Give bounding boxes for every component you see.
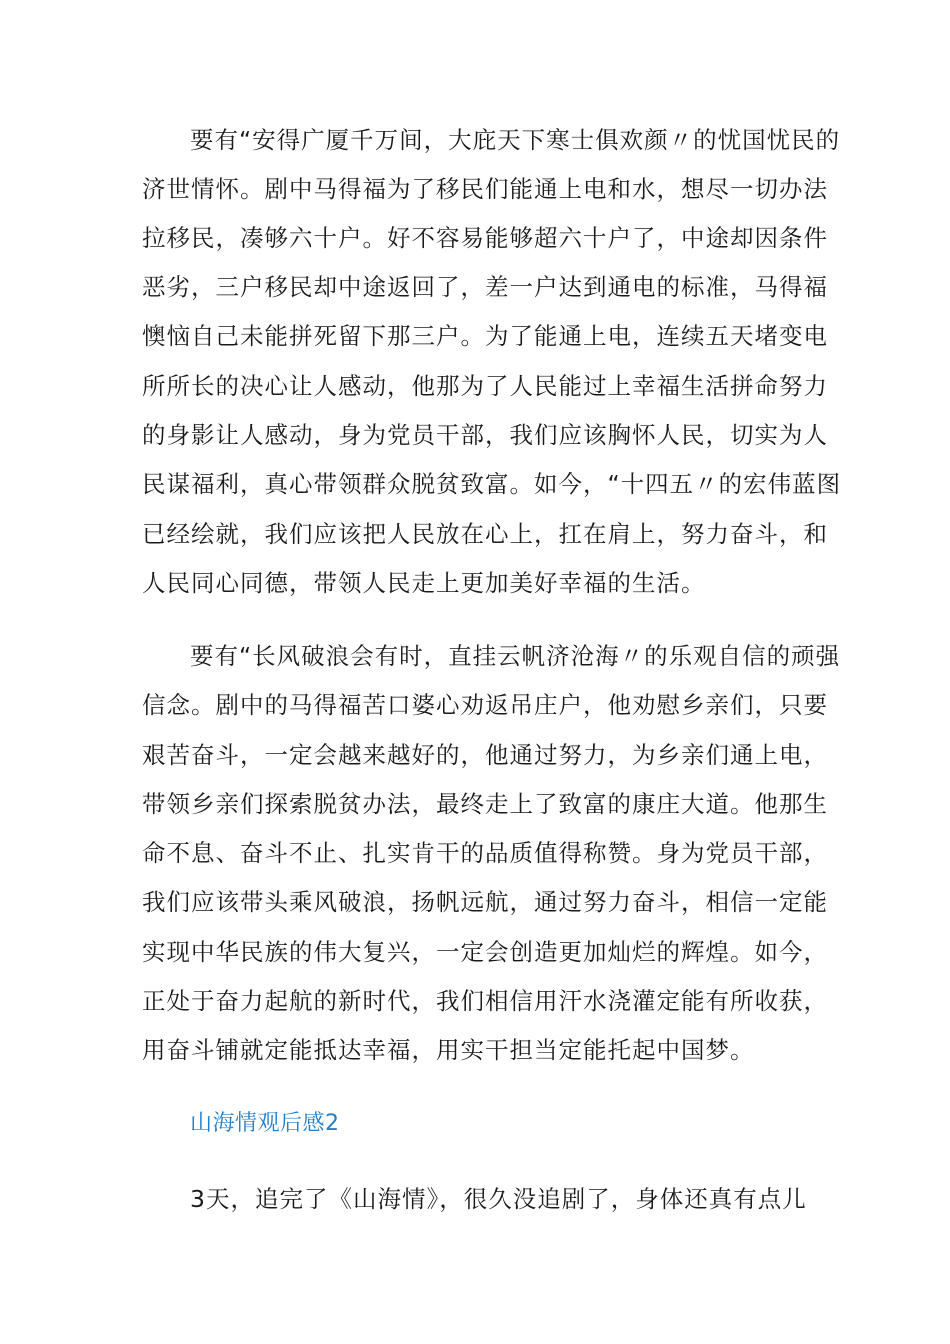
paragraph-1-line: 所所长的决心让人感动，他那为了人民能过上幸福生活拼命努力 bbox=[142, 372, 828, 400]
paragraph-2-line: 用奋斗铺就定能抵达幸福，用实干担当定能托起中国梦。 bbox=[142, 1036, 755, 1064]
paragraph-2-line: 正处于奋力起航的新时代，我们相信用汗水浇灌定能有所收获， bbox=[142, 987, 828, 1015]
paragraph-2-line: 我们应该带头乘风破浪，扬帆远航，通过努力奋斗，相信一定能 bbox=[142, 888, 828, 916]
paragraph-1-line: 懊恼自己未能拼死留下那三户。为了能通上电，连续五天堵变电 bbox=[142, 322, 828, 350]
paragraph-2-line: 命不息、奋斗不止、扎实肯干的品质值得称赞。身为党员干部， bbox=[142, 839, 828, 867]
paragraph-1-line: 的身影让人感动，身为党员干部，我们应该胸怀人民，切实为人 bbox=[142, 421, 828, 449]
paragraph-1-line: 要有“安得广厦千万间，大庇天下寒士俱欢颜〃的忧国忧民的 bbox=[190, 126, 841, 154]
closing-line: 3天，追完了《山海情》，很久没追剧了，身体还真有点儿 bbox=[190, 1185, 807, 1213]
paragraph-1-line: 已经绘就，我们应该把人民放在心上，扛在肩上，努力奋斗，和 bbox=[142, 520, 828, 548]
paragraph-1-line: 人民同心同德，带领人民走上更加美好幸福的生活。 bbox=[142, 569, 706, 597]
paragraph-2-line: 带领乡亲们探索脱贫办法，最终走上了致富的康庄大道。他那生 bbox=[142, 790, 828, 818]
section-heading: 山海情观后感2 bbox=[190, 1111, 340, 1136]
paragraph-2-line: 要有“长风破浪会有时，直挂云帆济沧海〃的乐观自信的顽强 bbox=[190, 642, 841, 670]
paragraph-2-line: 实现中华民族的伟大复兴，一定会创造更加灿烂的辉煌。如今， bbox=[142, 938, 828, 966]
paragraph-1-line: 民谋福利，真心带领群众脱贫致富。如今，“十四五〃的宏伟蓝图 bbox=[142, 470, 842, 498]
paragraph-2-line: 艰苦奋斗，一定会越来越好的，他通过努力，为乡亲们通上电， bbox=[142, 741, 828, 769]
paragraph-1-line: 恶劣，三户移民却中途返回了，差一户达到通电的标准，马得福 bbox=[142, 273, 828, 301]
paragraph-1-line: 拉移民，凑够六十户。好不容易能够超六十户了，中途却因条件 bbox=[142, 224, 828, 252]
paragraph-2-line: 信念。剧中的马得福苦口婆心劝返吊庄户，他劝慰乡亲们，只要 bbox=[142, 691, 828, 719]
paragraph-1-line: 济世情怀。剧中马得福为了移民们能通上电和水，想尽一切办法 bbox=[142, 175, 828, 203]
